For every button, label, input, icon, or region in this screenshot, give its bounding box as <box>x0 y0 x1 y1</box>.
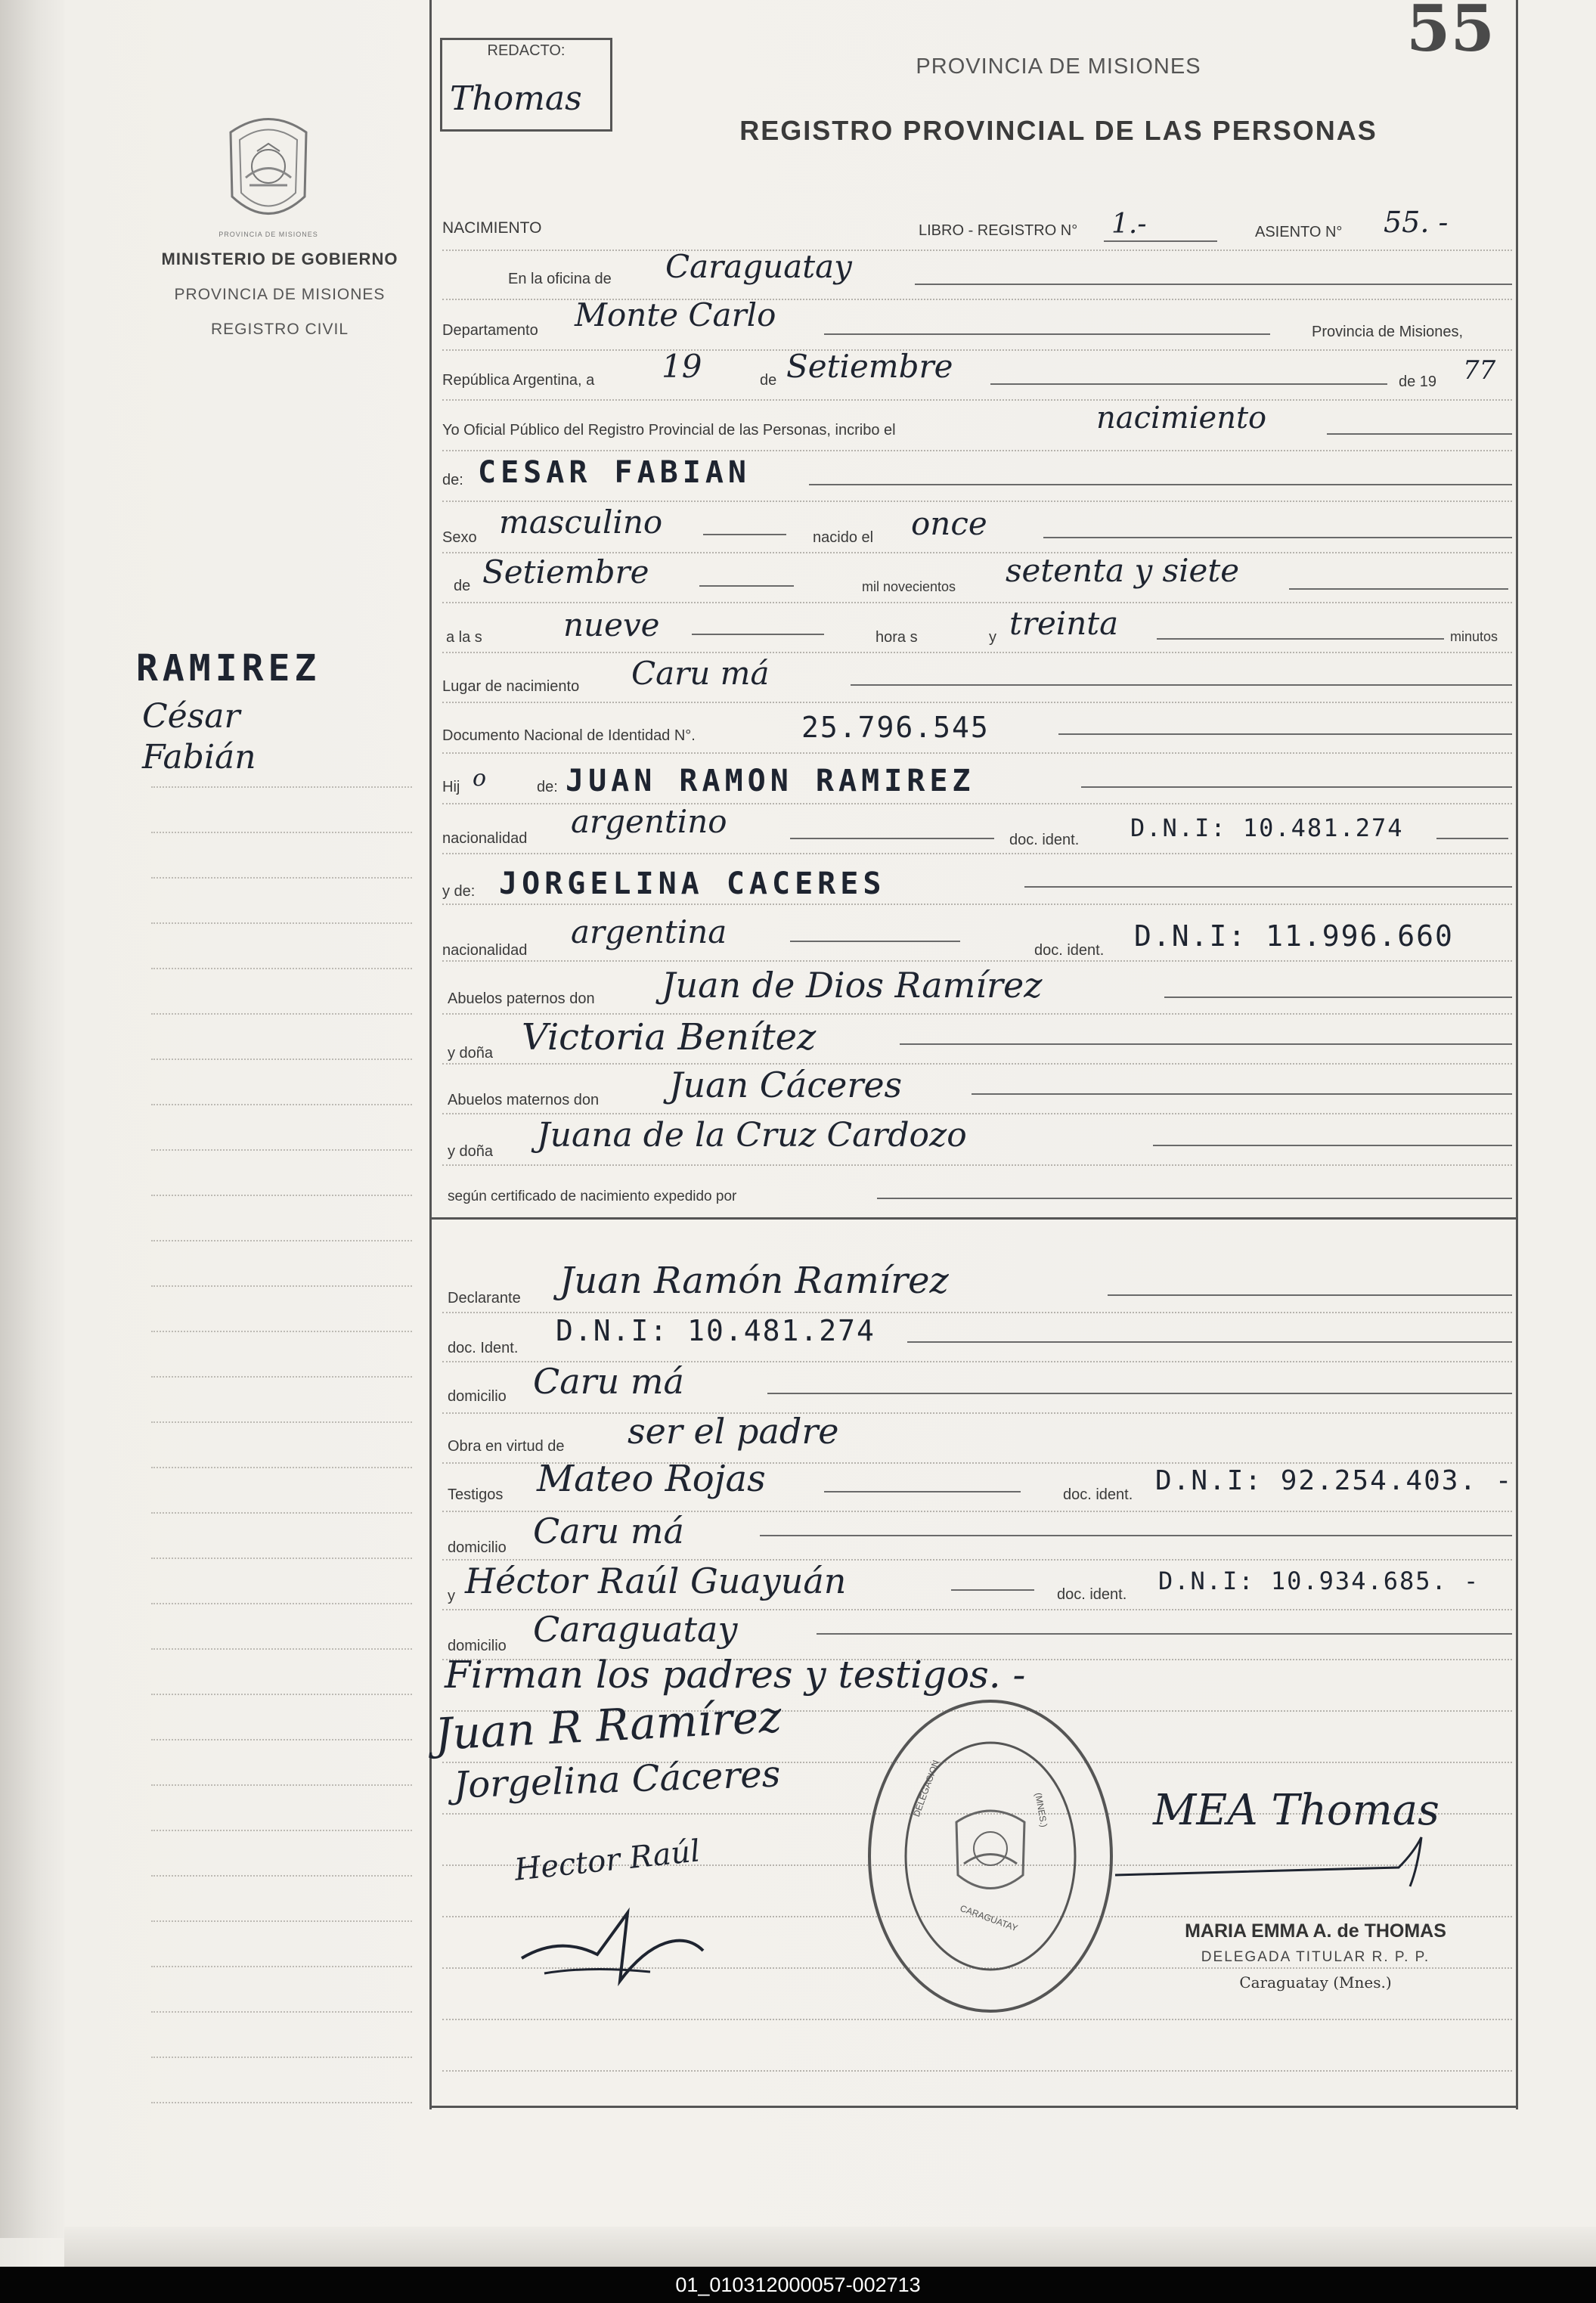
obra-label: Obra en virtud de <box>448 1438 565 1455</box>
padre-value: JUAN RAMON RAMIREZ <box>566 764 975 798</box>
abuelos-maternos-label: Abuelos maternos don <box>448 1092 600 1108</box>
sexo-value: masculino <box>499 504 663 541</box>
asiento-label: ASIENTO N° <box>1255 224 1343 240</box>
official-signature-stroke <box>1111 1830 1429 1898</box>
testigo2-value: Héctor Raúl Guayuán <box>465 1561 847 1601</box>
asiento-value: 55. - <box>1384 206 1449 239</box>
sexo-label: Sexo <box>442 529 477 546</box>
signature-witness: Hector Raúl <box>513 1833 702 1888</box>
margin-given-name-2: Fabián <box>142 738 256 776</box>
anio2-value: setenta y siete <box>1006 552 1240 589</box>
testigo2-domicilio-value: Caraguatay <box>533 1609 738 1650</box>
de3-label: de: <box>537 779 558 795</box>
scan-footer <box>0 2267 1596 2303</box>
hora-value: nueve <box>563 606 660 643</box>
abuelos-paternos-label: Abuelos paternos don <box>448 990 595 1007</box>
madre-doc-value: D.N.I: 11.996.660 <box>1134 919 1454 953</box>
yde-label: y de: <box>442 883 476 900</box>
province-title: PROVINCIA DE MISIONES <box>916 54 1201 79</box>
page-edge <box>64 2227 1596 2272</box>
margin-civil-registry: REGISTRO CIVIL <box>210 321 349 338</box>
segun-label: según certificado de nacimiento expedido por <box>448 1189 737 1204</box>
padre-nac-value: argentino <box>571 803 727 840</box>
registry-oval-stamp-icon <box>862 1694 1119 2019</box>
provincial-coat-of-arms-icon <box>215 106 321 234</box>
official-place: Caraguatay (Mnes.) <box>1239 1973 1392 1991</box>
folio-number: 55 <box>1406 0 1495 66</box>
de-colon-label: de: <box>442 472 463 488</box>
minutos-label: minutos <box>1450 629 1498 644</box>
seal-caption: PROVINCIA DE MISIONES <box>218 231 318 238</box>
testigo2-y-label: y <box>448 1588 455 1604</box>
libro-value: 1.- <box>1111 209 1147 240</box>
y-label: y <box>989 629 996 646</box>
padre-nac-label: nacionalidad <box>442 830 528 847</box>
mes-value: Setiembre <box>786 348 953 385</box>
stamp-inner-delegacion: DELEGACION <box>911 1759 942 1818</box>
de19-label: de 19 <box>1399 374 1437 390</box>
departamento-value: Monte Carlo <box>575 296 776 333</box>
form-bottom-border <box>429 2106 1518 2108</box>
ala-label: a la s <box>446 629 482 646</box>
ministry-name: MINISTERIO DE GOBIERNO <box>161 250 398 268</box>
padre-doc-value: D.N.I: 10.481.274 <box>1130 814 1404 842</box>
testigo1-doc-value: D.N.I: 92.254.403. - <box>1155 1465 1514 1496</box>
testigo1-docident-label: doc. ident. <box>1063 1486 1133 1503</box>
mes2-value: Setiembre <box>482 553 649 590</box>
lugar-value: Caru má <box>631 655 770 692</box>
official-name: MARIA EMMA A. de THOMAS <box>1185 1920 1446 1942</box>
obra-value: ser el padre <box>628 1411 839 1452</box>
form-right-border <box>1516 0 1518 2109</box>
signature-father: Juan R Ramírez <box>433 1691 783 1760</box>
declarante-label: Declarante <box>448 1290 521 1306</box>
mil-label: mil novecientos <box>862 579 956 594</box>
departamento-label: Departamento <box>442 322 538 339</box>
firman-note: Firman los padres y testigos. - <box>445 1653 1026 1697</box>
hijo-label: Hij <box>442 779 460 795</box>
minutos-value: treinta <box>1009 605 1119 642</box>
margin-province: PROVINCIA DE MISIONES <box>174 286 386 303</box>
redacto-label: REDACTO: <box>487 42 566 59</box>
margin-given-name-1: César <box>142 697 240 736</box>
ydona-paterna-label: y doña <box>448 1045 494 1062</box>
de-label: de <box>760 372 777 389</box>
abuelos-maternos-value: Juan Cáceres <box>669 1065 903 1105</box>
signature-mother: Jorgelina Cáceres <box>453 1753 782 1807</box>
padre-docident-label: doc. ident. <box>1009 832 1080 848</box>
registry-title: REGISTRO PROVINCIAL DE LAS PERSONAS <box>739 115 1378 146</box>
margin-surname: RAMIREZ <box>136 647 321 690</box>
testigo1-domicilio-value: Caru má <box>533 1511 684 1551</box>
testigo2-doc-value: D.N.I: 10.934.685. - <box>1158 1567 1480 1595</box>
oficina-value: Caraguatay <box>665 248 852 285</box>
provincia-suffix: Provincia de Misiones, <box>1312 324 1464 340</box>
declarante-value: Juan Ramón Ramírez <box>559 1260 949 1302</box>
declarante-doc-value: D.N.I: 10.481.274 <box>556 1314 875 1347</box>
redacto-value: Thomas <box>450 79 582 118</box>
libro-label: LIBRO - REGISTRO N° <box>919 222 1078 239</box>
lugar-label: Lugar de nacimiento <box>442 678 580 695</box>
nacido-label: nacido el <box>813 529 874 546</box>
dni-value: 25.796.545 <box>801 711 990 744</box>
abuela-materna-value: Juana de la Cruz Cardozo <box>537 1116 967 1155</box>
form-left-border <box>429 0 432 2109</box>
stamp-inner-caraguatay: CARAGUATAY <box>959 1902 1019 1934</box>
stamp-inner-mnes: (MNES.) <box>1033 1792 1049 1828</box>
yo-oficial-text: Yo Oficial Público del Registro Provincial de las Personas, incribo el <box>442 422 896 439</box>
official-signature: MEA Thomas <box>1153 1786 1439 1835</box>
declarante-domicilio-value: Caru má <box>533 1361 684 1402</box>
abuelos-paternos-value: Juan de Dios Ramírez <box>662 965 1043 1006</box>
madre-nac-label: nacionalidad <box>442 942 528 959</box>
dia-value: 19 <box>662 348 702 385</box>
horas-label: hora s <box>875 629 918 646</box>
nombre-value: CESAR FABIAN <box>478 455 751 490</box>
scan-id: 01_010312000057-002713 <box>675 2274 921 2296</box>
republica-label: República Argentina, a <box>442 372 595 389</box>
madre-nac-value: argentina <box>571 913 727 950</box>
testigo2-docident-label: doc. ident. <box>1057 1586 1127 1603</box>
nacido-value: once <box>911 505 987 542</box>
acto-value: nacimiento <box>1096 401 1267 435</box>
hijo-suffix: o <box>473 765 487 792</box>
de2-label: de <box>454 578 471 594</box>
dni-label: Documento Nacional de Identidad N°. <box>442 727 696 744</box>
testigo1-value: Mateo Rojas <box>537 1458 766 1500</box>
section-divider <box>429 1217 1518 1220</box>
abuela-paterna-value: Victoria Benítez <box>522 1016 817 1059</box>
witness-scribble-signature <box>514 1890 711 1996</box>
oficina-label: En la oficina de <box>508 271 612 287</box>
madre-docident-label: doc. ident. <box>1034 942 1105 959</box>
declarante-docident-label: doc. Ident. <box>448 1340 519 1356</box>
testigo1-domicilio-label: domicilio <box>448 1539 507 1556</box>
book-spine <box>0 0 64 2238</box>
ydona-materna-label: y doña <box>448 1143 494 1160</box>
declarante-domicilio-label: domicilio <box>448 1388 507 1405</box>
nacimiento-label: NACIMIENTO <box>442 219 542 237</box>
anio-value: 77 <box>1463 355 1496 386</box>
testigo2-domicilio-label: domicilio <box>448 1638 507 1654</box>
official-role: DELEGADA TITULAR R. P. P. <box>1201 1949 1430 1965</box>
testigos-label: Testigos <box>448 1486 504 1503</box>
madre-value: JORGELINA CACERES <box>499 866 886 901</box>
